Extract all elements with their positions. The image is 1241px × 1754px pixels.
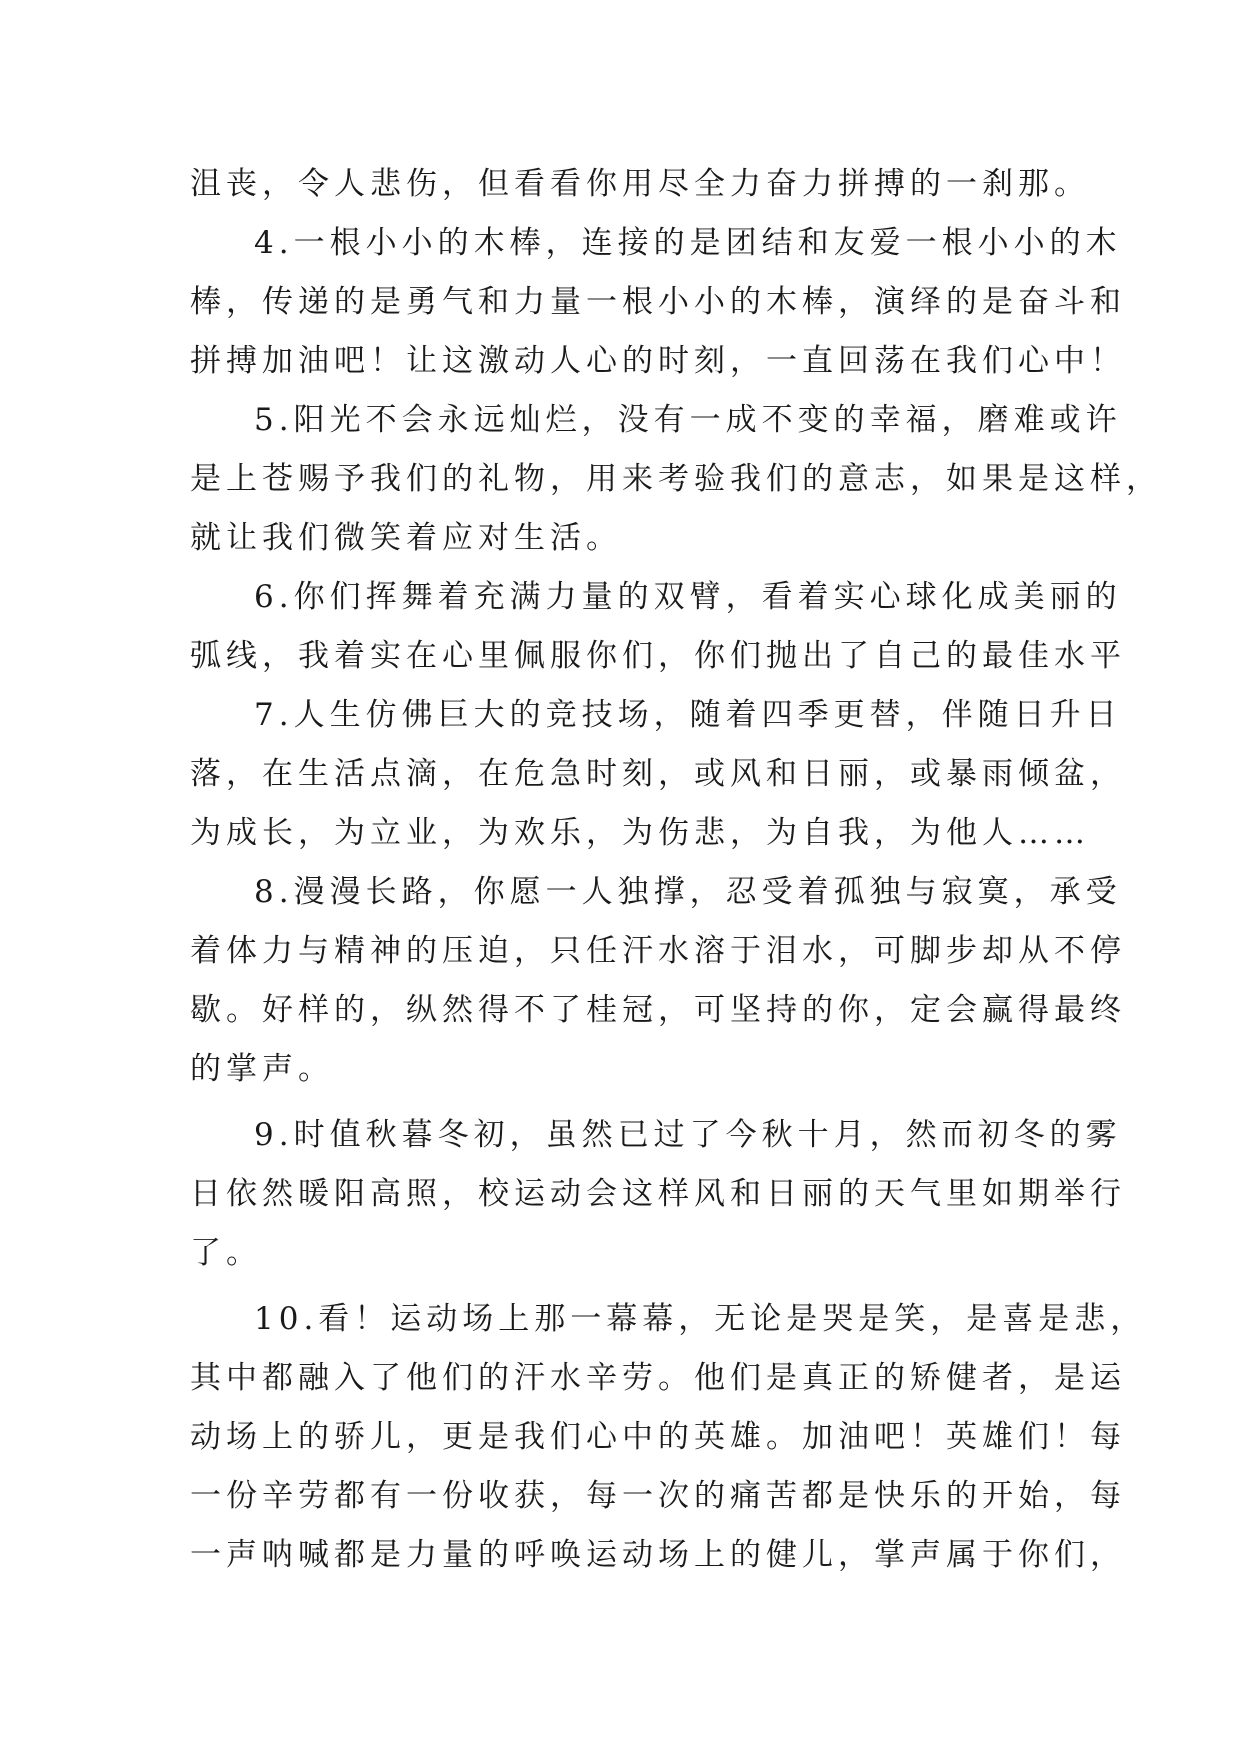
- text-line: 4.一根小小的木棒，连接的是团结和友爱一根小小的木: [254, 225, 1122, 261]
- paragraph-10: [190, 1290, 1147, 1585]
- text-line: 其中都融入了他们的汗水辛劳。他们是真正的矫健者，是运: [190, 1360, 1126, 1396]
- paragraph-continued: [190, 155, 1090, 214]
- text-line: 为成长，为立业，为欢乐，为伤悲，为自我，为他人……: [190, 815, 1090, 851]
- text-line: 是上苍赐予我们的礼物，用来考验我们的意志，如果是这样，: [190, 461, 1162, 497]
- text-line: 日依然暖阳高照，校运动会这样风和日丽的天气里如期举行: [190, 1176, 1126, 1212]
- text-line: 棒，传递的是勇气和力量一根小小的木棒，演绎的是奋斗和: [190, 284, 1126, 320]
- text-line: 沮丧，令人悲伤，但看看你用尽全力奋力拼搏的一刹那。: [190, 166, 1090, 202]
- paragraph-7: [190, 686, 1126, 863]
- text-line: 一份辛劳都有一份收获，每一次的痛苦都是快乐的开始，每: [190, 1478, 1126, 1514]
- text-line: 8.漫漫长路，你愿一人独撑，忍受着孤独与寂寞，承受: [254, 874, 1122, 910]
- paragraph-6: [190, 568, 1126, 686]
- paragraph-8: [190, 863, 1126, 1099]
- text-line: 就让我们微笑着应对生活。: [190, 520, 622, 556]
- text-line: 落，在生活点滴，在危急时刻，或风和日丽，或暴雨倾盆，: [190, 756, 1126, 792]
- paragraph-9: [190, 1106, 1126, 1283]
- text-line: 的掌声。: [190, 1051, 334, 1087]
- text-line: 拼搏加油吧！让这激动人心的时刻，一直回荡在我们心中！: [190, 343, 1126, 379]
- text-line: 一声呐喊都是力量的呼唤运动场上的健儿，掌声属于你们，: [190, 1537, 1126, 1573]
- text-line: 弧线，我着实在心里佩服你们，你们抛出了自己的最佳水平: [190, 638, 1126, 674]
- paragraph-5: [190, 391, 1162, 568]
- text-line: 9.时值秋暮冬初，虽然已过了今秋十月，然而初冬的雾: [254, 1117, 1122, 1153]
- paragraph-4: [190, 214, 1126, 391]
- text-line: 歇。好样的，纵然得不了桂冠，可坚持的你，定会赢得最终: [190, 992, 1126, 1028]
- text-line: 7.人生仿佛巨大的竞技场，随着四季更替，伴随日升日: [254, 697, 1122, 733]
- document-page: [190, 155, 1162, 1585]
- text-line: 了。: [190, 1235, 262, 1271]
- text-line: 6.你们挥舞着充满力量的双臂，看着实心球化成美丽的: [254, 579, 1122, 615]
- text-line: 动场上的骄儿，更是我们心中的英雄。加油吧！英雄们！每: [190, 1419, 1126, 1455]
- text-line: 着体力与精神的压迫，只任汗水溶于泪水，可脚步却从不停: [190, 933, 1126, 969]
- text-line: 5.阳光不会永远灿烂，没有一成不变的幸福，磨难或许: [254, 402, 1122, 438]
- text-line: 10.看！运动场上那一幕幕，无论是哭是笑，是喜是悲，: [254, 1301, 1147, 1337]
